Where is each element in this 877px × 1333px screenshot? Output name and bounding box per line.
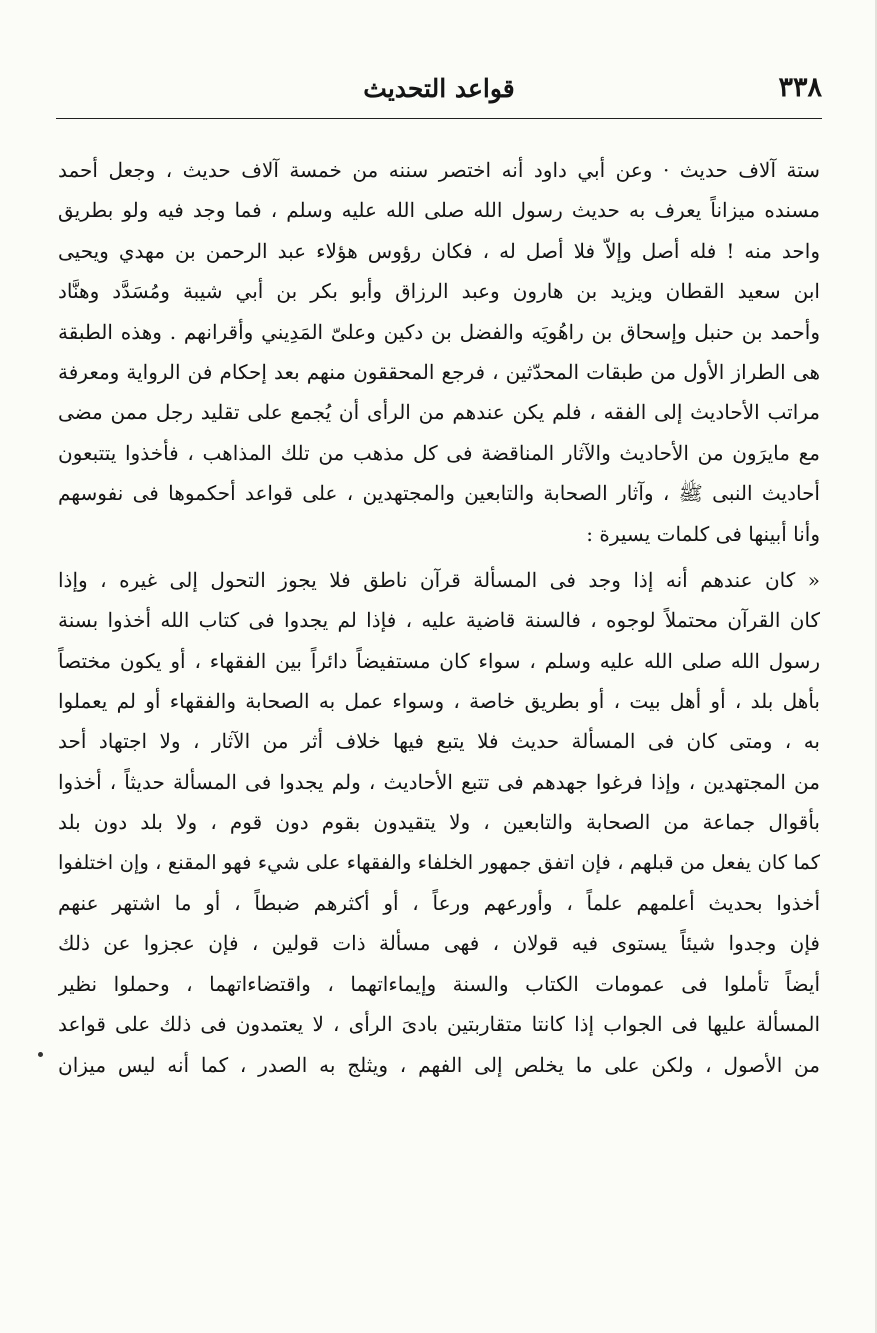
text-line: بأهل بلد ، أو أهل بيت ، أو بطريق خاصة ، وسواء عمل به الصحابة والفقهاء أو لم يعملوا [58, 689, 820, 714]
text-line: ستة آلاف حديث · وعن أبي داود أنه اختصر سننه من خمسة آلاف حديث ، وجعل أحمد [58, 158, 820, 182]
running-title: قواعد التحديث [363, 74, 515, 103]
text-line: كان القرآن محتملاً لوجوه ، فالسنة قاضية عليه ، فإذا لم يجدوا فى كتاب الله أخذوا بسنة [58, 608, 820, 633]
text-line: كما كان يفعل من قبلهم ، فإن اتفق جمهور الخلفاء والفقهاء على شيء فهو المقنع ، وإن اختلفوا [58, 850, 820, 874]
text-line: مع مايرَون من الأحاديث والآثار المناقضة فى كل مذهب من تلك المذاهب ، فأخذوا يتتبعون [58, 440, 820, 465]
page-header [56, 64, 822, 114]
text-line: وأحمد بن حنبل وإسحاق بن راهُويَه والفضل بن دكين وعلىّ المَدِيني وأقرانهم . وهذه الطبقة [58, 319, 820, 344]
text-line: من المجتهدين ، وإذا فرغوا جهدهم فى تتبع الأحاديث ، ولم يجدوا فى المسألة حديثاً ، أخذوا [58, 769, 820, 794]
header-rule [56, 118, 822, 119]
paragraph-1 [58, 150, 820, 554]
text-line: وأنا أبينها فى كلمات يسيرة : [586, 521, 820, 546]
text-line: رسول الله صلى الله عليه وسلم ، سواء كان مستفيضاً دائراً بين الفقهاء ، أو يكون مختصاً [58, 648, 820, 673]
text-line: أحاديث النبى ﷺ ، وآثار الصحابة والتابعين والمجتهدين ، على قواعد أحكموها فى نفوسهم [58, 481, 820, 506]
text-line: أخذوا بحديث أعلمهم علماً ، وأورعهم ورعاً ، أو أكثرهم ضبطاً ، أو ما اشتهر عنهم [58, 891, 820, 916]
text-line: ابن سعيد القطان ويزيد بن هارون وعبد الرزاق وأبو بكر بن أبي شيبة ومُسَدَّد وهنَّاد [58, 279, 820, 304]
text-line: به ، ومتى كان فى المسألة حديث فلا يتبع فيها خلاف أثر من الآثار ، ولا اجتهاد أحد [58, 729, 820, 754]
page-number: ٣٣٨ [778, 72, 822, 103]
text-line: أيضاً تأملوا فى عمومات الكتاب والسنة وإيماءاتهما ، واقتضاءاتهما ، وحملوا نظير [58, 971, 820, 996]
text-line: فإن وجدوا شيئاً يستوى فيه قولان ، فهى مسألة ذات قولين ، فإن عجزوا عن ذلك [58, 931, 820, 956]
text-line: واحد منه ! فله أصل وإلاّ فلا أصل له ، فكان رؤوس هؤلاء عبد الرحمن بن مهدي ويحيى [58, 238, 820, 263]
text-line: مسنده ميزاناً يعرف به حديث رسول الله صلى الله عليه وسلم ، فما وجد فيه ولو بطريق [58, 198, 820, 223]
paragraph-2 [58, 560, 820, 1085]
text-line: « كان عندهم أنه إذا وجد فى المسألة قرآن ناطق فلا يجوز التحول إلى غيره ، وإذا [58, 567, 820, 592]
text-line: من الأصول ، ولكن على ما يخلص إلى الفهم ، ويثلج به الصدر ، كما أنه ليس ميزان [58, 1052, 820, 1077]
body-text [58, 150, 820, 1085]
margin-dot [38, 1052, 43, 1057]
text-line: هى الطراز الأول من طبقات المحدّثين ، فرجع المحققون منهم بعد إحكام فن الرواية ومعرفة [58, 359, 820, 384]
text-line: المسألة عليها فى الجواب إذا كانتا متقاربتين بادىَ الرأى ، لا يعتمدون فى ذلك على قواعد [58, 1012, 820, 1037]
text-line: بأقوال جماعة من الصحابة والتابعين ، ولا يتقيدون بقوم دون قوم ، ولا بلد دون بلد [58, 810, 820, 835]
text-line: مراتب الأحاديث إلى الفقه ، فلم يكن عندهم من الرأى أن يُجمع على تقليد رجل ممن مضى [58, 400, 820, 425]
